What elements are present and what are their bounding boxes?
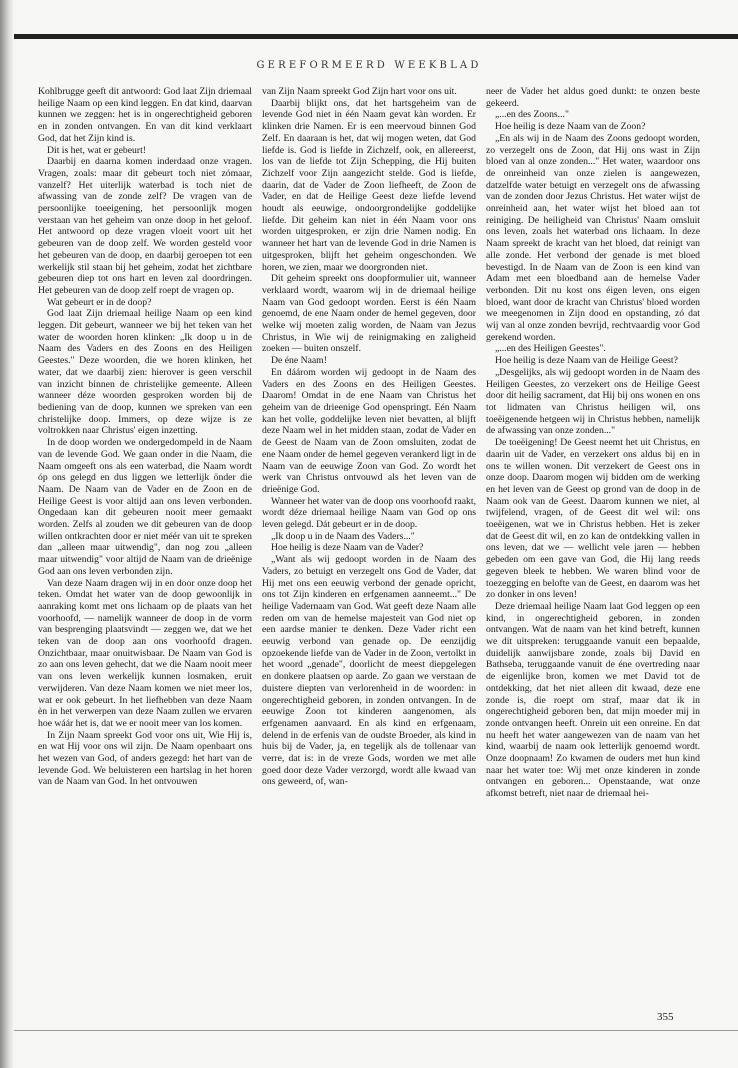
bottom-rule <box>14 1030 738 1031</box>
paragraph: De toeëigening! De Geest neemt het uit Christus, en daarin uit de Vader, en verzekert ons aldus bij en in ons te willen wonen. Dit verzekert de Geest ons in onze doop. Daarom mogen wij bidden om de werking en het leven van de Geest op grond van de doop in de Naam ook van de Geest. Daarom kunnen we niet, al twijfelend, vragen, of de Geest dit wel wil: ons toeëigenen, wat we in Christus hebben. Het is zeker dat de Geest dit wil, en zo kan de ontdekking vallen in ons leven, dat we — wellicht vele jaren — hebben gebeden om een gave van God, die Hij lang reeds gegeven bleek te hebben. We waren blind voor de toezegging en belofte van de Geest, en daarom was het zo donker in ons leven! <box>486 437 700 601</box>
text-column-3 <box>486 86 700 800</box>
paragraph: Daarbij blijkt ons, dat het hartsgeheim van de levende God niet in één Naam gevat kàn worden. Er klinken drie Namen. Er is een meervoud binnen God Zelf. En daaraan is het, dat wij mogen weten, dat God liefde is. God is liefde in Zichzelf, ook, en allereerst, los van de liefde tot Zijn Schepping, die Hij buiten Zichzelf voor Zijn aangezicht stelde. God is liefde, daarin, dat de Vader de Zoon liefheeft, de Zoon de Vader, en dat de Heilige Geest deze liefde levend houdt als eeuwige, ondoorgrondelijke goddelijke liefde. Dit geheim kan niet in één Naam voor ons worden uitgesproken, er zijn drie Namen nodig. En wanneer het hart van de levende God in drie Namen is uitgesproken, blijft het geheim ongeschonden. We horen, we zien, maar we doorgronden niet. <box>262 97 476 273</box>
paragraph: neer de Vader het aldus goed dunkt: te onzen beste gekeerd. <box>486 86 700 109</box>
paragraph: En dáárom worden wij gedoopt in de Naam des Vaders en des Zoons en des Heiligen Geestes. Daarom! Omdat in de ene Naam van Christus het geheim van de drieenige God openspringt. Eén Naam kan het volle, goddelijke leven niet bevatten, al blijft deze Naam wel in het midden staan, zodat de Vader en de Geest de Naam van de Zoon omsluiten, zodat de ene Naam onder de hemel gegeven verankerd ligt in de Naam van de eeuwige Zoon van God. Zo wordt het werk van Christus ontvouwd als het leven van de drieënige God. <box>262 366 476 495</box>
paragraph: Hoe heilig is deze Naam van de Heilige Geest? <box>495 355 678 367</box>
paragraph: In de doop worden we ondergedompeld in de Naam van de levende God. We gaan onder in die Naam, die Naam omgeeft ons als een waterbad, die Naam wordt óp ons gelegd en dus liggen we letterlijk önder die Naam. De Naam van de Vader en de Zoon en de Heilige Geest is voor altijd aan ons leven verbonden. Ongedaan kan dit gebeuren nooit meer gemaakt worden. Zelfs al zouden we dit gebeuren van de doop willen ontkrachten door er niet méér van uit te spreken dan „alleen maar uitwendig", dan nog zou „alleen maar uitwendig" voor altijd de Naam van de drieënige God aan ons leven verbonden zijn. <box>38 437 252 577</box>
paragraph: Dit geheim spreekt ons doopformulier uit, wanneer verklaard wordt, waarom wij in de driemaal heilige Naam van God gedoopt worden. Eerst is één Naam genoemd, de ene Naam onder de hemel gegeven, door welke wij moeten zalig worden, de Naam van Jezus Christus, in Wie wij de reinigmaking en zaligheid zoeken — buiten onszelf. <box>262 273 476 355</box>
paragraph: „Ik doop u in de Naam des Vaders..." <box>271 530 415 542</box>
paragraph: Hoe heilig is deze Naam van de Vader? <box>271 542 424 554</box>
text-column-1 <box>38 86 252 788</box>
paragraph: „...en des Heiligen Geestes". <box>495 343 606 355</box>
paragraph: „Want als wij gedoopt worden in de Naam des Vaders, zo betuigt en verzegelt ons God de Vader, dat Hij met ons een eeuwig verbond der genade opricht, ons tot Zijn kinderen en erfgenamen aanneemt..." De heilige Vadernaam van God. Wat geeft deze Naam alle reden om van de hemelse majesteit van God niet op een aardse manier te denken. Deze Vader richt een eeuwig verbond van genade op. De eenzijdig opzoekende liefde van de Vader in de Zoon, vertolkt in het woord „genade", doorlicht de meest diepgelegen en donkere plaatsen op aarde. Zo gaan we verstaan de duistere diepten van verlorenheid in de woorden: in ongerechtigheid geboren, in zonden ontvangen. In de eeuwige Zoon tot kinderen aangenomen, als erfgenamen aanvaard. En als kind en erfgenaam, delend in de erfenis van de oudste Broeder, als kind in huis bij de Vader, ja, en tegelijk als de tollenaar van verre, dat is: in de vreze Gods, worden we met alle goed door deze Vader verzorgd, wordt alle kwaad van ons geweerd, of, wan- <box>262 554 476 788</box>
paragraph: Wanneer het water van de doop ons voorhoofd raakt, wordt déze driemaal heilige Naam van God op ons leven gelegd. Dát gebeurt er in de doop. <box>262 495 477 531</box>
paragraph: Kohlbrugge geeft dit antwoord: God laat Zijn driemaal heilige Naam op een kind leggen. En dat kind, daarvan kunnen we zeggen: het is in ongerechtigheid geboren en in zonden ontvangen. En van dit kind verklaart God, dat het Zijn kind is. <box>38 86 252 144</box>
paragraph: Dit is het, wat er gebeurt! <box>47 144 146 156</box>
paragraph: „Desgelijks, als wij gedoopt worden in de Naam des Heiligen Geestes, zo verzekert ons de Heilige Geest door dit heilig sacrament, dat Hij bij ons wonen en ons tot lidmaten van Christus heiligen wil, ons toeëigenende hetgeen wij in Christus hebben, namelijk de afwassing van onze zonden..." <box>486 366 700 437</box>
page-number: 355 <box>657 1011 674 1023</box>
paragraph: God laat Zijn driemaal heilige Naam op een kind leggen. Dit gebeurt, wanneer we bij het teken van het water de woorden horen klinken: „Ik doop u in de Naam des Vaders en des Zoons en des Heiligen Geestes." Deze woorden, die we horen klinken, het water, dat we daarbij zien: hierover is geen verschil van inzicht binnen de christelijke gemeente. Alleen wanneer déze woorden gesproken worden bij de bediening van de doop, kunnen we spreken van een christelijke doop. Immers, op deze wijze is ze voltrokken naar Christus' eigen inzetting. <box>38 308 252 437</box>
paragraph: Van deze Naam dragen wij in en door onze doop het teken. Omdat het water van de doop gewoonlijk in aanraking komt met ons lichaam op de plaats van het voorhoofd, — namelijk wanneer de doop in de vorm van besprenging plaatsvindt — zeggen we, dat we het teken van de doop aan ons voorhoofd dragen. Onzichtbaar, maar onuitwisbaar. De Naam van God is zo aan ons leven gehecht, dat we die Naam nooit meer van ons leven werkelijk kunnen losmaken, eruit verwijderen. Van deze Naam komen we niet meer los, wat er ook gebeurt. In het liefhebben van deze Naam èn in het verwerpen van deze Naam zullen we ervaren hoe wáár het is, dat we er nooit meer van los komen. <box>38 577 252 729</box>
page-edge-shadow <box>0 0 14 1068</box>
running-header: GEREFORMEERD WEEKBLAD <box>256 60 482 71</box>
paragraph: In Zijn Naam spreekt God voor ons uit, Wie Hij is, en wat Hij voor ons wil zijn. De Naam openbaart ons het wezen van God, of anders gezegd: het hart van de levende God. We beluisteren een hartslag in het horen van de Naam van God. In het ontvouwen <box>38 729 252 788</box>
paragraph: Daarbij en daarna komen inderdaad onze vragen. Vragen, zoals: maar dit gebeurt toch niet zómaar, vanzelf? Het uiterlijk waterbad is toch niet de afwassing van de zonde zelf? De vragen van de persoonlijke toeeigening, het persoonlijk mogen verstaan van het geheim van onze doop in het geloof. Het antwoord op deze vragen vloeit voort uit het gebeuren van de doop zelf. We worden gesteld voor het gebeuren van de doop, en daarbij geroepen tot een werkelijk stil staan bij het geheim, zodat het zichtbare gebeuren diep tot ons hart en leven zal doordringen. Het gebeuren van de doop zelf roept de vragen op. <box>38 156 252 296</box>
paragraph: Deze driemaal heilige Naam laat God leggen op een kind, in ongerechtigheid geboren, in zonden ontvangen. Wat de naam van het kind betreft, kunnen we dit uitspreken: teruggaande vanuit een bepaalde, duidelijk aanwijsbare zonde, zoals bij David en Bathseba, teruggaande vanuit de éne overtreding naar de eigenlijke bron, komen we met David tot de ontdekking, dat het niet alleen dit kwaad, deze ene zonde is, die roept om straf, maar dat ik in ongerechtigheid geboren ben, dat mijn moeder mij in zonde ontvangen heeft. Onrein uit een onreine. En dat nu heeft het water aangewezen van de naam van het kind, waarbij de naam ook letterlijk genoemd wordt. Onze doopnaam! Zo kwamen de ouders met hun kind naar het water toe: Wij met onze kinderen in zonde ontvangen en geboren... Openstaande, wat onze afkomst betreft, niet naar de driemaal hei- <box>486 600 700 800</box>
paragraph: „...en des Zoons..." <box>495 109 569 121</box>
paragraph: „En als wij in de Naam des Zoons gedoopt worden, zo verzegelt ons de Zoon, dat Hij ons wast in Zijn bloed van al onze zonden..." Het water, waardoor ons de onreinheid van onze zielen is aangewezen, datzelfde water betuigt en verzegelt ons de afwassing van de zonden door Jezus Christus. Het water wijst de onreinheid aan, het water wijst het bloed aan tot reiniging. De heiligheid van Christus' Naam omsluit ons leven, zoals het waterbad ons lichaam. In deze Naam spreekt de kracht van het bloed, dat reinigt van alle zonde. Het verbond der genade is met bloed bevestigd. In de Naam van de Zoon is een kind van Adam met een bloedband aan de hemelse Vader verbonden. Dit nu kost ons éigen leven, ons eigen bloed, want door de kracht van Christus' bloed worden we meegenomen in Zijn dood en opstanding, zó dat wij van al onze zonden bevrijd, rechtvaardig voor God gerekend worden. <box>486 132 700 343</box>
paragraph: van Zijn Naam spreekt God Zijn hart voor ons uit. <box>262 86 457 97</box>
text-column-2 <box>262 86 476 788</box>
paragraph: Hoe heilig is deze Naam van de Zoon? <box>495 121 646 133</box>
paragraph: Wat gebeurt er in de doop? <box>47 296 152 308</box>
header-rule <box>14 34 738 39</box>
paragraph: De éne Naam! <box>271 355 327 367</box>
